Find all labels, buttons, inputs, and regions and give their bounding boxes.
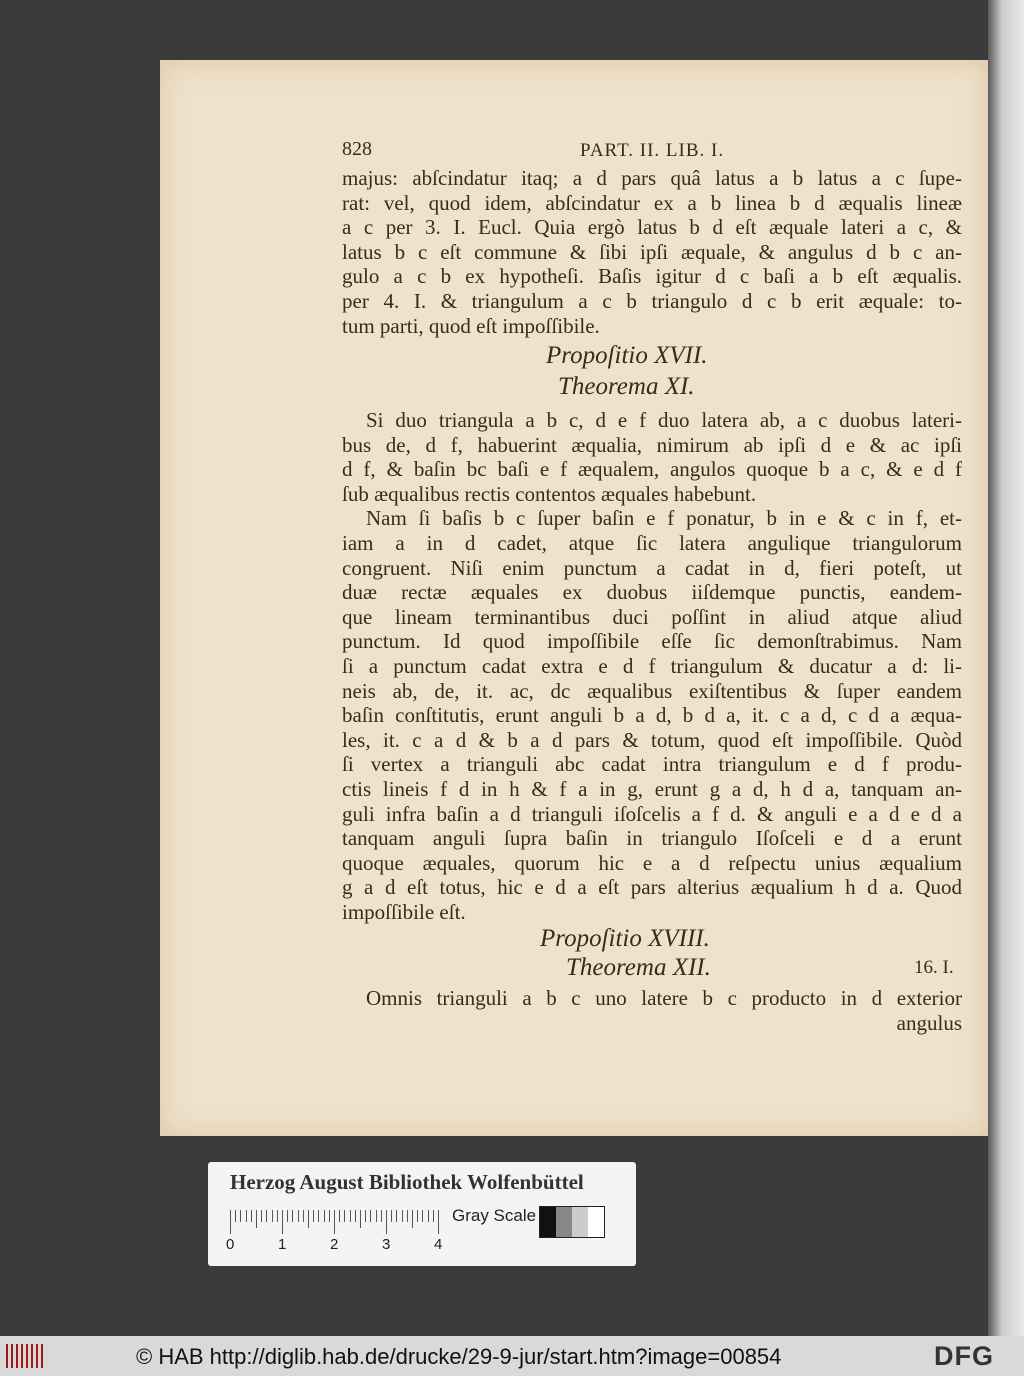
theorem-heading-11: Theorema XI.	[558, 373, 695, 400]
ruler-tick	[313, 1210, 314, 1222]
ruler-tick	[246, 1210, 247, 1222]
text-block-2	[342, 408, 962, 924]
ruler-tick	[344, 1210, 345, 1222]
text-line: impoſſibile eſt.	[342, 899, 466, 924]
ruler-tick	[350, 1210, 351, 1222]
dfg-logo: DFG	[934, 1341, 994, 1371]
text-line: iam a in d cadet, atque ſic latera angulique triangulorum	[342, 530, 962, 555]
ruler-tick	[324, 1210, 325, 1222]
ruler-number: 1	[278, 1236, 287, 1253]
text-line: ſub æqualibus rectis contentos æquales habebunt.	[342, 481, 757, 506]
ruler-tick	[272, 1210, 273, 1222]
text-line: punctum. Id quod impoſſibile eſſe ſic demonſtrabimus. Nam	[342, 629, 962, 654]
book-page	[160, 60, 988, 1136]
footer-bar	[0, 1336, 1024, 1376]
ruler-tick	[261, 1210, 262, 1222]
ruler-tick	[355, 1210, 356, 1222]
ruler-tick	[287, 1210, 288, 1222]
text-line: majus: abſcindatur itaq; a d pars quâ latus a b latus a c ſupe-	[342, 166, 962, 190]
ruler-tick	[303, 1210, 304, 1222]
ruler-tick	[318, 1210, 319, 1222]
ruler-tick	[370, 1210, 371, 1222]
ruler-tick	[308, 1210, 309, 1228]
color-calibration-card	[208, 1162, 636, 1266]
ruler-tick	[298, 1210, 299, 1222]
text-line: Omnis trianguli a b c uno latere b c producto in d exterior	[366, 986, 962, 1010]
ruler-tick	[407, 1210, 408, 1222]
ruler-tick	[365, 1210, 366, 1222]
ruler-tick	[412, 1210, 413, 1228]
text-line: latus b c eſt commune & ſibi ipſi æquale, & angulus d b c an-	[342, 239, 962, 264]
ruler-tick	[381, 1210, 382, 1222]
text-line: d f, & baſin bc baſi e f æqualem, angulos quoque b a c, & e d f	[342, 457, 962, 482]
text-line: les, it. c a d & b a d pars & totum, quod eſt impoſſibile. Quòd	[342, 727, 962, 752]
text-line: ctis lineis f d in h & f a in g, erunt g a d, h d a, tanquam an-	[342, 776, 962, 801]
ruler-tick	[235, 1210, 236, 1222]
text-line: angulus	[896, 1010, 962, 1035]
ruler-tick	[402, 1210, 403, 1222]
ruler-tick	[282, 1210, 283, 1234]
gray-patch	[572, 1207, 588, 1237]
text-line: tum parti, quod eſt impoſſibile.	[342, 313, 600, 338]
ruler-tick	[422, 1210, 423, 1222]
text-block-3	[342, 986, 962, 1035]
theorem-heading-12: Theorema XII.	[566, 954, 711, 981]
page-number: 828	[342, 138, 372, 160]
text-line: per 4. I. & triangulum a c b triangulo d c b erit æquale: to-	[342, 288, 962, 313]
text-line: gulo a c b ex hypotheſi. Baſis igitur d c baſi a b eſt æqualis.	[342, 264, 962, 289]
hab-logo-icon	[6, 1344, 46, 1368]
text-line: baſin conſtitutis, erunt anguli b a d, b d a, it. c a d, c d a æqua-	[342, 703, 962, 728]
text-line: rat: vel, quod idem, abſcindatur ex a b linea b d æqualis lineæ	[342, 190, 962, 215]
ruler-tick	[334, 1210, 335, 1234]
margin-reference: 16. I.	[914, 957, 954, 978]
ruler-tick	[329, 1210, 330, 1222]
gray-patch	[540, 1207, 556, 1237]
text-line: neis ab, de, it. ac, dc æqualibus exiſtentibus & ſuper eandem	[342, 678, 962, 703]
ruler-tick	[256, 1210, 257, 1228]
ruler-tick	[391, 1210, 392, 1222]
ruler	[226, 1206, 443, 1253]
text-line: duæ rectæ æquales ex duobus iiſdemque punctis, eandem-	[342, 580, 962, 605]
text-line: ſi a punctum cadat extra e d f triangulum & ducatur a d: li-	[342, 653, 962, 678]
copyright-url[interactable]: © HAB http://diglib.hab.de/drucke/29-9-jur/start.htm?image=00854	[136, 1344, 782, 1369]
ruler-tick	[376, 1210, 377, 1222]
ruler-tick	[251, 1210, 252, 1222]
ruler-tick	[438, 1210, 439, 1234]
ruler-tick	[339, 1210, 340, 1222]
gray-patch	[556, 1207, 572, 1237]
gray-scale-label: Gray Scale	[452, 1206, 537, 1225]
ruler-number: 0	[226, 1236, 235, 1253]
text-line: g a d eſt totus, hic e d a eſt pars alterius æqualium h d a. Quod	[342, 875, 962, 900]
ruler-tick	[266, 1210, 267, 1222]
ruler-tick	[240, 1210, 241, 1222]
text-block-1	[342, 166, 962, 338]
text-line: congruent. Niſi enim punctum a cadat in d, fieri poteſt, ut	[342, 555, 962, 580]
ruler-tick	[292, 1210, 293, 1222]
institution-name: Herzog August Bibliothek Wolfenbüttel	[230, 1170, 584, 1194]
running-head: PART. II. LIB. I.	[580, 140, 725, 161]
text-line: guli infra baſin a d trianguli iſoſcelis a f d. & anguli e a d e d a	[342, 801, 962, 826]
ruler-number: 2	[330, 1236, 339, 1253]
text-line: ſi vertex a trianguli abc cadat intra triangulum e d f produ-	[342, 752, 962, 777]
ruler-number: 4	[434, 1236, 443, 1253]
text-line: Nam ſi baſis b c ſuper baſin e f ponatur, b in e & c in f, et-	[366, 506, 962, 531]
text-line: que lineam terminantibus duci poſſint in aliud atque aliud	[342, 604, 962, 629]
text-line: tanquam anguli ſupra baſin in triangulo Iſoſceli e d a erunt	[342, 826, 962, 851]
ruler-tick	[428, 1210, 429, 1222]
text-line: Si duo triangula a b c, d e f duo latera ab, a c duobus lateri-	[366, 408, 962, 432]
ruler-tick	[360, 1210, 361, 1228]
proposition-heading-17: Propoſitio XVII.	[546, 342, 708, 369]
gray-scale-patches	[539, 1206, 605, 1238]
ruler-tick	[230, 1210, 231, 1234]
adjacent-page-edge	[988, 0, 1024, 1336]
text-line: quoque æquales, quorum hic e a d reſpectu unius æqualium	[342, 850, 962, 875]
ruler-tick	[396, 1210, 397, 1222]
ruler-tick	[417, 1210, 418, 1222]
ruler-tick	[433, 1210, 434, 1222]
ruler-tick	[277, 1210, 278, 1222]
ruler-tick	[386, 1210, 387, 1234]
text-line: a c per 3. I. Eucl. Quia ergò latus b d eſt æquale lateri a c, &	[342, 215, 962, 240]
text-line: bus de, d f, habuerint æqualia, nimirum ab ipſi d e & ac ipſi	[342, 432, 962, 457]
proposition-heading-18: Propoſitio XVIII.	[540, 925, 710, 952]
ruler-number: 3	[382, 1236, 391, 1253]
gray-patch	[588, 1207, 604, 1237]
